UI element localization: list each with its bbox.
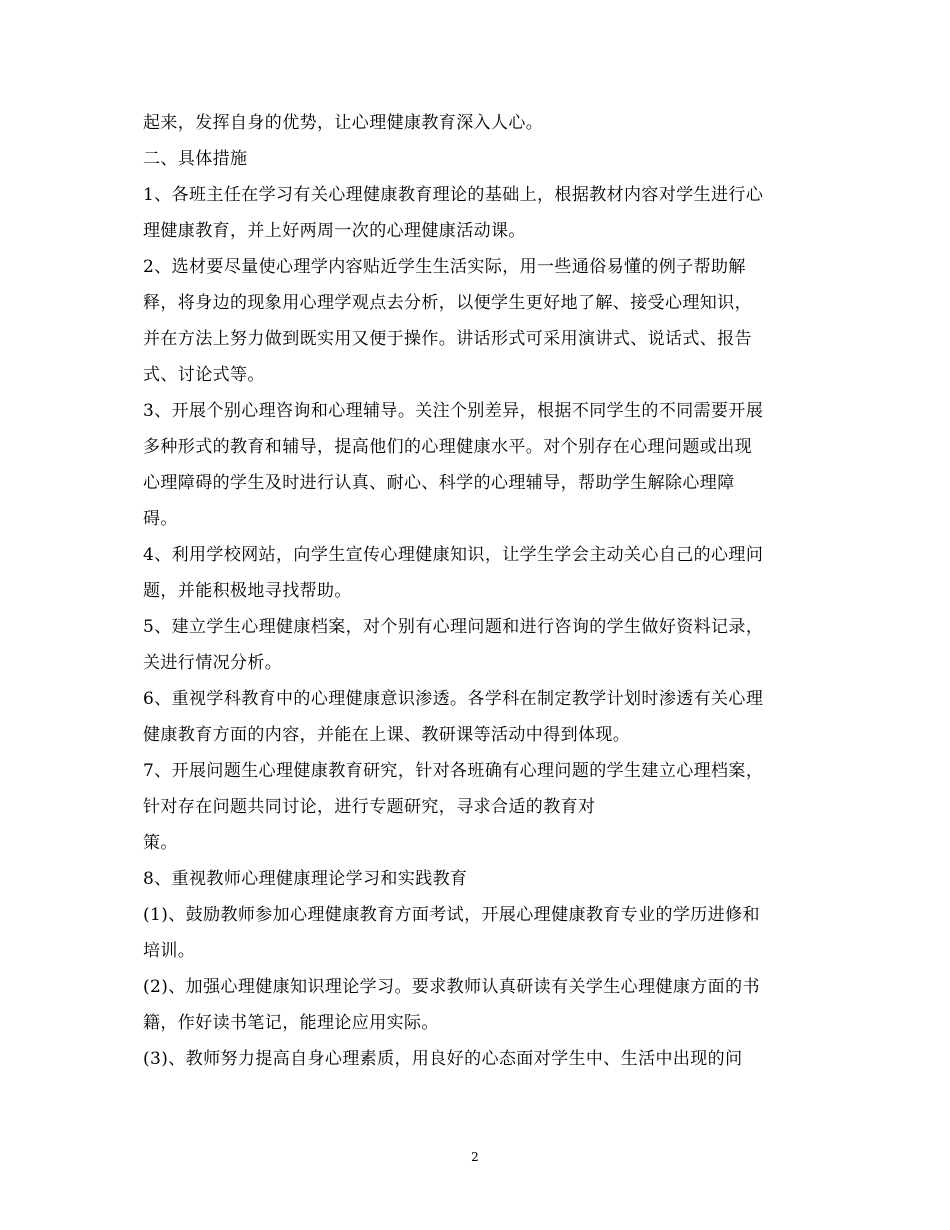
text-line: 1、各班主任在学习有关心理健康教育理论的基础上，根据教材内容对学生进行心 [143,185,764,205]
text-line: 释，将身边的现象用心理学观点去分析，以便学生更好地了解、接受心理知识， [143,293,752,313]
text-line: 并在方法上努力做到既实用又便于操作。讲话形式可采用演讲式、说话式、报告 [143,329,752,349]
text-line: 培训。 [143,941,196,961]
section-heading: 二、具体措施 [143,149,248,169]
text-line: (3)、教师努力提高自身心理素质，用良好的心态面对学生中、生活中出现的问 [143,1049,743,1069]
text-line: 健康教育方面的内容，并能在上课、教研课等活动中得到体现。 [143,725,631,745]
text-line: 籍，作好读书笔记，能理论应用实际。 [143,1013,439,1033]
text-line: 起来，发挥自身的优势，让心理健康教育深入人心。 [143,113,544,133]
text-line: 题，并能积极地寻找帮助。 [143,581,352,601]
text-line: 3、开展个别心理咨询和心理辅导。关注个别差异，根据不同学生的不同需要开展 [143,401,764,421]
text-line: 2、选材要尽量使心理学内容贴近学生生活实际，用一些通俗易懂的例子帮助解 [143,257,746,277]
text-line: 关进行情况分析。 [143,653,283,673]
text-line: (2)、加强心理健康知识理论学习。要求教师认真研读有关学生心理健康方面的书 [143,977,760,997]
text-line: (1)、鼓励教师参加心理健康教育方面考试，开展心理健康教育专业的学历进修和 [143,905,760,925]
text-line: 理健康教育，并上好两周一次的心理健康活动课。 [143,221,526,241]
text-line: 8、重视教师心理健康理论学习和实践教育 [143,869,468,889]
text-line: 策。 [143,833,178,853]
text-line: 4、利用学校网站，向学生宣传心理健康知识，让学生学会主动关心自己的心理问 [143,545,764,565]
text-line: 式、讨论式等。 [143,365,265,385]
text-line: 多种形式的教育和辅导，提高他们的心理健康水平。对个别存在心理问题或出现 [143,437,752,457]
document-body [143,112,815,1084]
text-line: 碍。 [143,509,178,529]
text-line: 针对存在问题共同讨论，进行专题研究，寻求合适的教育对 [143,797,596,817]
text-line: 心理障碍的学生及时进行认真、耐心、科学的心理辅导，帮助学生解除心理障 [143,473,735,493]
text-line: 5、建立学生心理健康档案，对个别有心理问题和进行咨询的学生做好资料记录， [143,617,764,637]
text-line: 6、重视学科教育中的心理健康意识渗透。各学科在制定教学计划时渗透有关心理 [143,689,764,709]
page-number: 2 [471,1150,479,1164]
text-line: 7、开展问题生心理健康教育研究，针对各班确有心理问题的学生建立心理档案， [143,761,764,781]
